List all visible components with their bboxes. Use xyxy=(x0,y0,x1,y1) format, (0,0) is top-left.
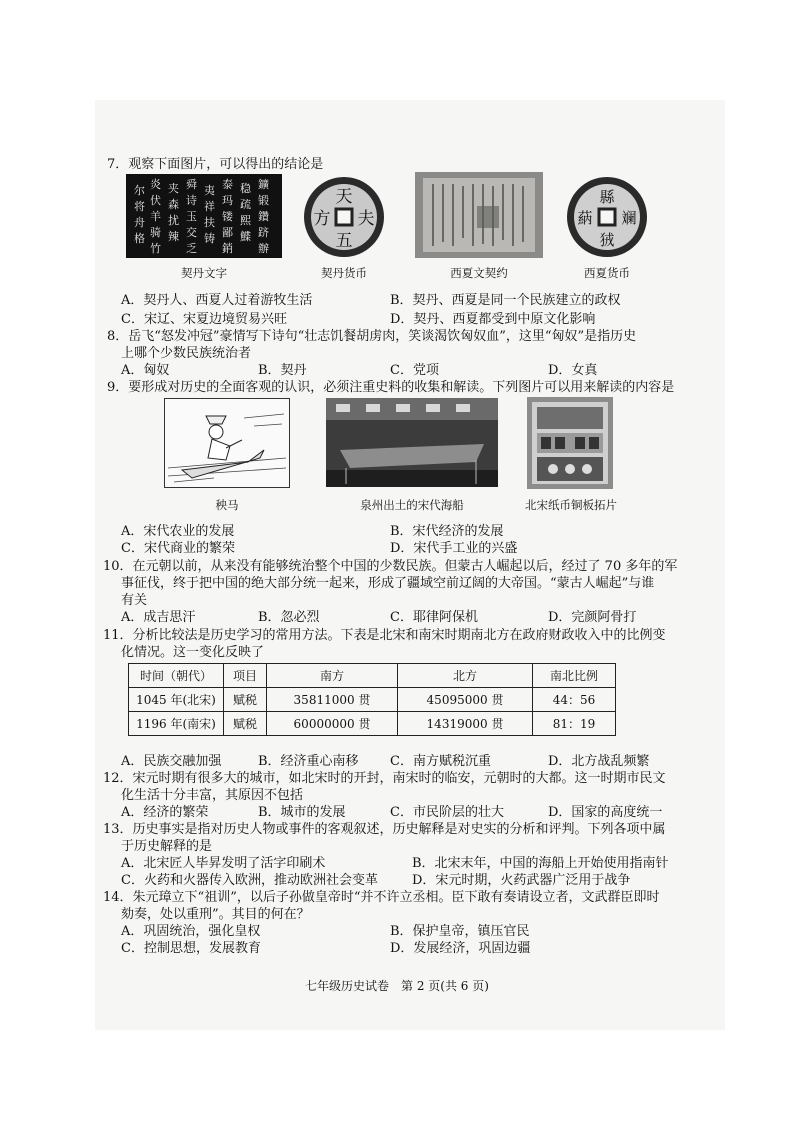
table-cell: 45095000 贯 xyxy=(398,688,533,712)
svg-text:交: 交 xyxy=(186,226,197,239)
coin2-right-char: 斓 xyxy=(621,209,637,227)
svg-text:鄙: 鄙 xyxy=(222,226,233,239)
svg-text:銷: 銷 xyxy=(222,242,233,255)
q11-option-c: C．南方赋税沉重 xyxy=(390,754,491,769)
table-row xyxy=(129,688,616,712)
q7-stem: 7．观察下面图片，可以得出的结论是 xyxy=(107,157,324,172)
q14-stem-line1: 14．朱元璋立下“祖训”，以后子孙做皇帝时“并不许立丞相。臣下敢有奏请设立者，文武群臣即时 xyxy=(103,890,660,905)
coin2-top-char: 縣 xyxy=(599,188,615,206)
caption-xixia-coin: 西夏货币 xyxy=(584,266,630,280)
table-cell: 14319000 贯 xyxy=(398,712,533,736)
q7-option-a: A．契丹人、西夏人过着游牧生活 xyxy=(121,293,313,308)
svg-text:乏: 乏 xyxy=(186,242,197,255)
yangma-drawing-image xyxy=(164,398,290,488)
svg-text:森: 森 xyxy=(168,198,179,211)
khitan-coin-image xyxy=(303,176,385,258)
q11-option-b: B．经济重心南移 xyxy=(258,754,359,769)
svg-text:舟: 舟 xyxy=(134,216,145,229)
svg-text:鑽: 鑽 xyxy=(258,210,269,223)
svg-text:铸: 铸 xyxy=(204,232,215,245)
q8-option-d: D．女真 xyxy=(548,363,598,378)
q11-option-d: D．北方战乱频繁 xyxy=(548,754,650,769)
quanzhou-ship-image xyxy=(326,398,498,487)
q8-stem-line1: 8．岳飞“怒发冲冠”豪情写下诗句“壮志饥餐胡虏肉，笑谈渴饮匈奴血”，这里“匈奴”是指历史 xyxy=(107,329,637,344)
q10-stem-line3: 有关 xyxy=(121,593,148,608)
table-cell: 1196 年(南宋) xyxy=(129,712,224,736)
caption-song-ship: 泉州出土的宋代海船 xyxy=(360,498,464,512)
coin2-left-char: 蒳 xyxy=(577,209,593,227)
svg-text:玛: 玛 xyxy=(222,194,233,207)
table-row xyxy=(129,712,616,736)
table-cell: 81：19 xyxy=(533,712,616,736)
q12-stem-line1: 12．宋元时期有很多大的城市，如北宋时的开封，南宋时的临安，元朝时的大都。这一时期市民文 xyxy=(103,771,666,786)
svg-text:疏: 疏 xyxy=(240,198,251,211)
svg-text:扶: 扶 xyxy=(204,216,215,229)
svg-text:骑: 骑 xyxy=(150,226,161,239)
svg-text:跻: 跻 xyxy=(258,226,269,239)
q8-option-a: A．匈奴 xyxy=(121,363,170,378)
xixia-coin-image xyxy=(566,176,648,258)
xixia-contract-image xyxy=(415,172,543,258)
revenue-table xyxy=(128,663,616,736)
svg-text:将: 将 xyxy=(134,200,145,213)
q9-option-b: B．宋代经济的发展 xyxy=(390,524,504,539)
table-cell: 35811000 贯 xyxy=(267,688,398,712)
q11-stem-line1: 11．分析比较法是历史学习的常用方法。下表是北宋和南宋时期南北方在政府财政收入中的比例变 xyxy=(103,628,666,643)
svg-text:诗: 诗 xyxy=(186,194,197,207)
q13-option-b: B．北宋末年，中国的海船上开始使用指南针 xyxy=(412,856,669,871)
q10-stem-line2: 事征伐，终于把中国的绝大部分统一起来，形成了疆域空前辽阔的大帝国。“蒙古人崛起”与谁 xyxy=(121,576,655,591)
q8-stem-line2: 上哪个少数民族统治者 xyxy=(121,346,252,361)
table-header-cell: 南北比例 xyxy=(533,664,616,688)
q7-option-d: D．契丹、西夏都受到中原文化影响 xyxy=(390,312,596,327)
coin1-right-char: 夫 xyxy=(357,209,375,229)
table-header-row xyxy=(129,664,616,688)
svg-text:伏: 伏 xyxy=(150,194,161,207)
q12-option-c: C．市民阶层的壮大 xyxy=(390,805,504,820)
svg-text:夹: 夹 xyxy=(168,182,179,195)
svg-text:竹: 竹 xyxy=(150,242,161,255)
svg-text:格: 格 xyxy=(134,232,145,245)
q9-option-d: D．宋代手工业的兴盛 xyxy=(390,541,518,556)
q14-option-c: C．控制思想，发展教育 xyxy=(121,941,261,956)
q7-option-c: C．宋辽、宋夏边境贸易兴旺 xyxy=(121,312,287,327)
table-header-cell: 项目 xyxy=(224,664,267,688)
q14-option-d: D．发展经济，巩固边疆 xyxy=(390,941,531,956)
coin1-top-char: 天 xyxy=(335,187,353,207)
svg-text:羊: 羊 xyxy=(150,210,161,223)
table-cell: 赋税 xyxy=(224,688,267,712)
svg-text:尔: 尔 xyxy=(134,184,145,197)
svg-text:泰: 泰 xyxy=(222,178,233,191)
table-header-cell: 时间（朝代） xyxy=(129,664,224,688)
q8-option-c: C．党项 xyxy=(390,363,439,378)
q13-option-a: A．北宋匠人毕昇发明了活字印刷术 xyxy=(121,856,326,871)
q14-option-a: A．巩固统治，强化皇权 xyxy=(121,924,261,939)
q13-option-c: C．火药和火器传入欧洲，推动欧洲社会变革 xyxy=(121,873,378,888)
svg-text:稳: 稳 xyxy=(240,182,251,195)
table-cell: 赋税 xyxy=(224,712,267,736)
q13-stem-line1: 13．历史事实是指对历史人物或事件的客观叙述，历史解释是对史实的分析和评判。下列各项中属 xyxy=(103,822,666,837)
q10-option-c: C．耶律阿保机 xyxy=(390,610,478,625)
q12-option-b: B．城市的发展 xyxy=(258,805,346,820)
q9-option-c: C．宋代商业的繁荣 xyxy=(121,541,235,556)
q10-option-a: A．成吉思汗 xyxy=(121,610,196,625)
q14-option-b: B．保护皇帝，镇压官民 xyxy=(390,924,530,939)
page-footer: 七年级历史试卷 第 2 页(共 6 页) xyxy=(305,979,489,993)
svg-text:熙: 熙 xyxy=(240,214,251,227)
svg-text:扰: 扰 xyxy=(168,214,179,227)
q11-option-a: A．民族交融加强 xyxy=(121,754,222,769)
q10-stem-line1: 10．在元朝以前，从来没有能够统治整个中国的少数民族。但蒙古人崛起以后，经过了 70 多年的军 xyxy=(103,559,678,574)
svg-text:锻: 锻 xyxy=(258,194,269,207)
q14-stem-line2: 劾奏，处以重刑”。其目的何在？ xyxy=(121,907,310,922)
svg-text:舜: 舜 xyxy=(186,178,197,191)
q13-stem-line2: 于历史解释的是 xyxy=(121,839,213,854)
table-cell: 1045 年(北宋) xyxy=(129,688,224,712)
coin1-bottom-char: 五 xyxy=(335,231,353,251)
q9-option-a: A．宋代农业的发展 xyxy=(121,524,235,539)
svg-text:鑛: 鑛 xyxy=(258,178,269,191)
caption-xixia-contract: 西夏文契约 xyxy=(450,266,508,280)
svg-text:镂: 镂 xyxy=(222,210,233,223)
svg-text:辦: 辦 xyxy=(258,242,269,255)
coin1-left-char: 方 xyxy=(313,209,331,229)
svg-text:玉: 玉 xyxy=(186,210,197,223)
q12-option-d: D．国家的高度统一 xyxy=(548,805,663,820)
svg-text:辣: 辣 xyxy=(168,230,179,243)
table-cell: 44：56 xyxy=(533,688,616,712)
coin2-bottom-char: 狨 xyxy=(599,231,615,249)
q12-option-a: A．经济的繁荣 xyxy=(121,805,209,820)
q11-stem-line2: 化情况。这一变化反映了 xyxy=(121,645,265,660)
svg-text:炎: 炎 xyxy=(150,178,161,191)
svg-text:祥: 祥 xyxy=(204,200,215,213)
svg-text:夷: 夷 xyxy=(204,184,215,197)
table-cell: 60000000 贯 xyxy=(267,712,398,736)
table-header-cell: 南方 xyxy=(267,664,398,688)
q9-stem: 9．要形成对历史的全面客观的认识，必须注重史料的收集和解读。下列图片可以用来解读的内容是 xyxy=(107,380,675,395)
q10-option-d: D．完颜阿骨打 xyxy=(548,610,637,625)
q7-option-b: B．契丹、西夏是同一个民族建立的政权 xyxy=(390,293,621,308)
caption-paper-money: 北宋纸币铜板拓片 xyxy=(525,498,617,512)
q13-option-d: D．宋元时期，火药武器广泛用于战争 xyxy=(412,873,631,888)
caption-khitan-coin: 契丹货币 xyxy=(321,266,367,280)
caption-khitan-script: 契丹文字 xyxy=(181,266,227,280)
table-header-cell: 北方 xyxy=(398,664,533,688)
paper-money-rubbing-image xyxy=(527,397,613,489)
khitan-script-image xyxy=(126,174,282,258)
q12-stem-line2: 化生活十分丰富，其原因不包括 xyxy=(121,788,304,803)
svg-text:鰈: 鰈 xyxy=(240,230,251,243)
q8-option-b: B．契丹 xyxy=(258,363,307,378)
q10-option-b: B．忽必烈 xyxy=(258,610,320,625)
caption-yangma: 秧马 xyxy=(215,498,239,512)
